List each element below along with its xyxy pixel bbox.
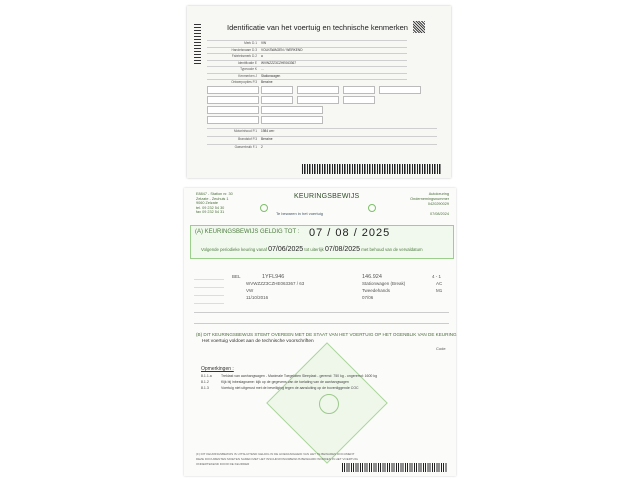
certificate-subtitle: Te bewaren in het voertuig	[276, 211, 323, 216]
document-barcode	[302, 164, 442, 174]
row-label: Ontwerpopties P.3	[231, 80, 257, 84]
row-value: Benzine	[261, 80, 273, 84]
issuer-line: Zelzate - Zeuhuis 1	[196, 196, 229, 201]
validity-label: (A) KEURINGSBEWIJS GELDIG TOT :	[195, 229, 300, 235]
vehicle-identification-sheet	[187, 6, 451, 178]
row-value: 2	[261, 145, 263, 149]
validity-date: 07 / 08 / 2025	[309, 227, 391, 239]
mileage: 146.924	[362, 274, 382, 280]
row-label: Fabrieksmerk D.2	[231, 54, 257, 58]
remark-item	[201, 380, 349, 384]
footer-line: DEZE DOCUMENTEN MOETEN SAMEN MET HET INSCHRIJVINGSBEWIJS BEWAARD WORDEN IN HET VOERTUIG	[196, 457, 359, 461]
remark-text: Voertuig niet uitgerust met de beveiliging tegen de aansluiting op de bovenliggende COC	[221, 386, 359, 390]
note-prefix: Volgende periodieke keuring vanaf	[201, 247, 267, 252]
remark-text: Kijk bij inbeslagname: kijk op de gegevens van de toelating van de aanhangwagen	[221, 380, 349, 384]
row-label: Typecode K	[240, 67, 257, 71]
country-code: BEL	[232, 274, 241, 279]
row-value: Benzine	[261, 137, 273, 141]
issuer-line: E8847 - Station nr. 30	[196, 192, 233, 196]
remarks-heading: Opmerkingen :	[201, 366, 234, 372]
category-c: M1	[436, 288, 443, 293]
engine-row	[207, 128, 437, 136]
certificate-barcode	[342, 463, 447, 472]
usage-type: Tweedehands	[362, 288, 391, 293]
first-registration: 11/10/2016	[246, 295, 269, 300]
vin-number: WVWZZZ3CZHE063367 / 63	[246, 281, 305, 286]
footer-line: ONDERTEKEND DOOR DE KEURDER	[196, 462, 250, 466]
footer-line: (F) DIT KEURINGSBEWIJS IS UITSLUITEND GELDIG IN DE HOEDANIGHEID VAN HET TE BEWAREN DOCUMENT	[196, 452, 355, 456]
field-labels	[194, 272, 224, 304]
certificate-title: KEURINGSBEWIJS	[294, 193, 360, 200]
side-barcode	[194, 24, 201, 64]
license-plate: 1YFL946	[262, 274, 285, 280]
next-inspection-note	[201, 246, 423, 253]
next-until-date: 07/08/2025	[324, 246, 360, 253]
row-label: Motorinhoud P.1	[234, 129, 257, 133]
conformity-statement: (B) DIT KEURINGSBEWIJS STEMT OVEREEN MET DE STAAT VAN HET VOERTUIG OP HET OGENBLIK VAN DE KEURING	[196, 332, 457, 337]
inspection-date: 07/08/2024	[429, 212, 449, 216]
leaf-icon	[260, 204, 268, 212]
remark-text: Treklast van aanhangwagen - Maximale Toegelaten Sleeplast - geremd: 750 kg - ongeremd: 1600 kg	[221, 374, 378, 378]
remark-item	[201, 374, 377, 378]
vehicle-make: VW	[246, 288, 254, 293]
category-b: AC	[436, 281, 443, 286]
stamp-line	[194, 312, 449, 324]
engine-row	[207, 144, 437, 152]
row-value: a	[261, 54, 263, 58]
row-value: VW	[261, 41, 267, 45]
identification-title: Identificatie van het voertuig en technische kenmerken	[227, 23, 408, 32]
issuer-line: tel. 09 232 54 30	[196, 205, 225, 210]
code-label: Code	[436, 346, 446, 351]
issuer-line: 9060 Zelzate	[196, 201, 218, 206]
body-type: Stationwagen (Break)	[362, 281, 406, 286]
station-type: Autokeuring	[428, 192, 449, 196]
registration-date: 07/06	[362, 295, 374, 300]
qr-code-icon	[413, 21, 425, 33]
note-mid: tot uiterlijk	[304, 247, 324, 252]
remark-code: 8.1.1.a	[201, 374, 212, 378]
row-label: Kenmerken J	[238, 73, 257, 78]
row-value: VOLKSWAGEN / WERKEND	[261, 47, 303, 52]
watermark-circle	[319, 394, 339, 414]
remark-code: 8.1.2	[201, 380, 209, 384]
issuer-line: fax 09 232 54 31	[196, 210, 225, 215]
row-label: Merk D.1	[244, 41, 257, 45]
inspection-certificate	[184, 188, 456, 476]
row-label: Brandstof P.3	[238, 137, 257, 141]
remark-item	[201, 386, 359, 390]
compliance-statement: Het voertuig voldoet aan de technische voorschriften	[202, 339, 314, 344]
row-label: Identificatie E	[237, 60, 257, 65]
engine-row	[207, 136, 437, 144]
row-label: Handelsnaam D.3	[231, 47, 257, 52]
next-from-date: 07/06/2025	[268, 246, 304, 253]
row-value: WVWZZZ3CZHE063367	[261, 60, 297, 65]
company-number: Ondernemingsnummer 0420290029	[410, 197, 449, 206]
validity-box	[190, 225, 454, 259]
note-suffix: met behoud van de vervaldatum	[361, 247, 423, 252]
row-value: Stationwagen	[261, 73, 281, 78]
remark-code: 8.1.3	[201, 386, 209, 390]
issuer-block	[196, 192, 233, 215]
row-value: 1984 cm³	[261, 129, 275, 133]
category-a: 4 - 1	[432, 274, 442, 279]
leaf-icon	[368, 204, 376, 212]
row-value: ...	[261, 67, 264, 71]
row-label: Gasverbruik F.1	[234, 145, 257, 149]
station-info	[389, 192, 449, 217]
